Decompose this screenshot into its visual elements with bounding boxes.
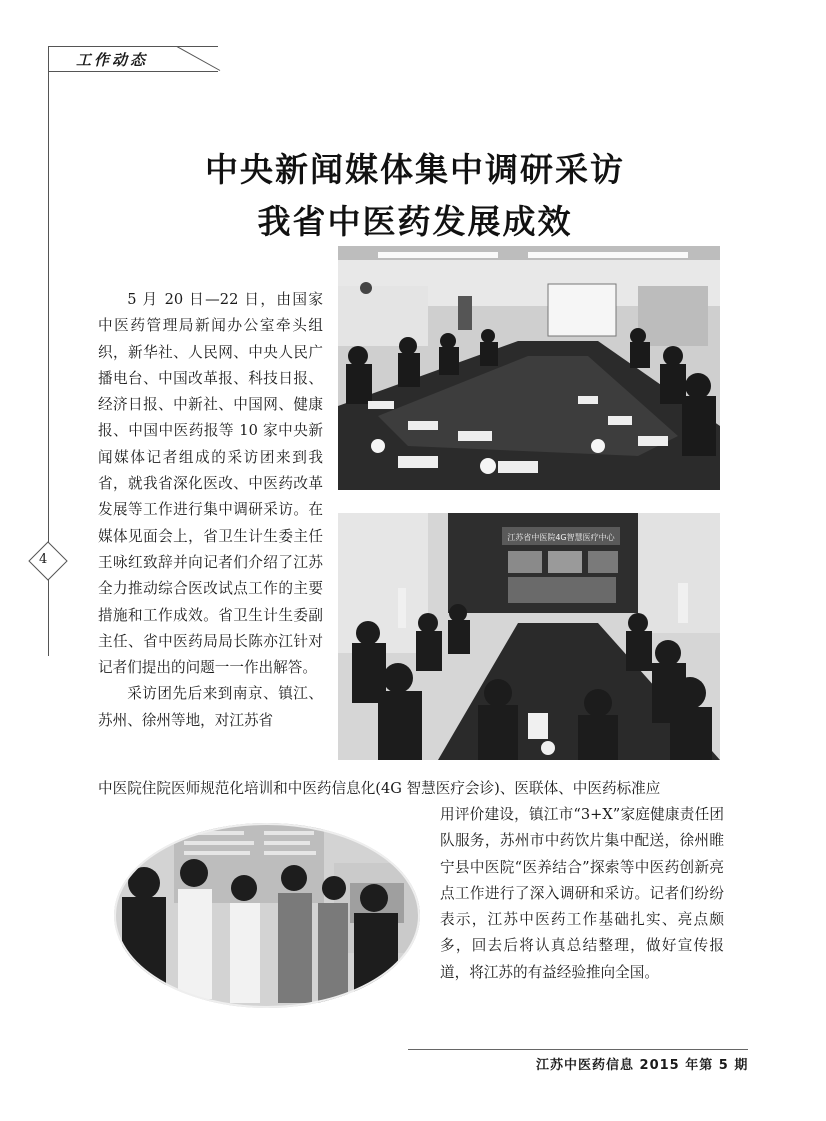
photo-medical-center-visit <box>338 513 720 760</box>
footer-publication: 江苏中医药信息 2015 年第 5 期 <box>536 1058 749 1073</box>
page-number-badge <box>28 541 68 581</box>
article-paragraph-2-start: 采访团先后来到南京、镇江、苏州、徐州等地，对江苏省 <box>98 685 323 729</box>
section-label: 工作动态 <box>76 51 149 69</box>
photo-reporters-group <box>114 823 420 1008</box>
section-header-slant <box>176 46 222 72</box>
article-full-width-line: 中医院住院医师规范化培训和中医药信息化(4G 智慧医疗会诊)、医联体、中医药标准应 <box>98 780 661 797</box>
article-left-column <box>98 287 323 734</box>
article-title-line1: 中央新闻媒体集中调研采访 <box>205 150 625 189</box>
photo-conference-meeting <box>338 246 720 490</box>
article-paragraph-1: 5 月 20 日—22 日，由国家中医药管理局新闻办公室牵头组织，新华社、人民网、中央人民广播电台、中国改革报、科技日报、经济日报、中新社、中国网、健康报、中国中医药报等 10 家中央新闻媒体记者组成的采访团来到我省，就我省深化医改、中医药改革发展等工作进行集中调研采访。在媒体见面会上，省卫生计生委主任王咏红致辞并向记者们介绍了江苏全力推动综合医改试点工作的主要措施和工作成效。省卫生计生委副主任、省中医药局局长陈亦江针对记者们提出的问题一一作出解答。 <box>98 291 323 677</box>
photo2-banner-text: 江苏省中医院4G智慧医疗中心 <box>507 533 615 542</box>
footer-rule <box>408 1049 748 1050</box>
article-right-column: 用评价建设，镇江市“3+X”家庭健康责任团队服务，苏州市中药饮片集中配送，徐州睢宁县中医院“医养结合”探索等中医药创新亮点工作进行了深入调研和采访。记者们纷纷表示，江苏中医药工作基础扎实、亮点颇多，回去后将认真总结整理，做好宣传报道，将江苏的有益经验推向全国。 <box>440 806 724 981</box>
article-title-line2: 我省中医药发展成效 <box>257 202 573 241</box>
page-number: 4 <box>39 552 48 567</box>
